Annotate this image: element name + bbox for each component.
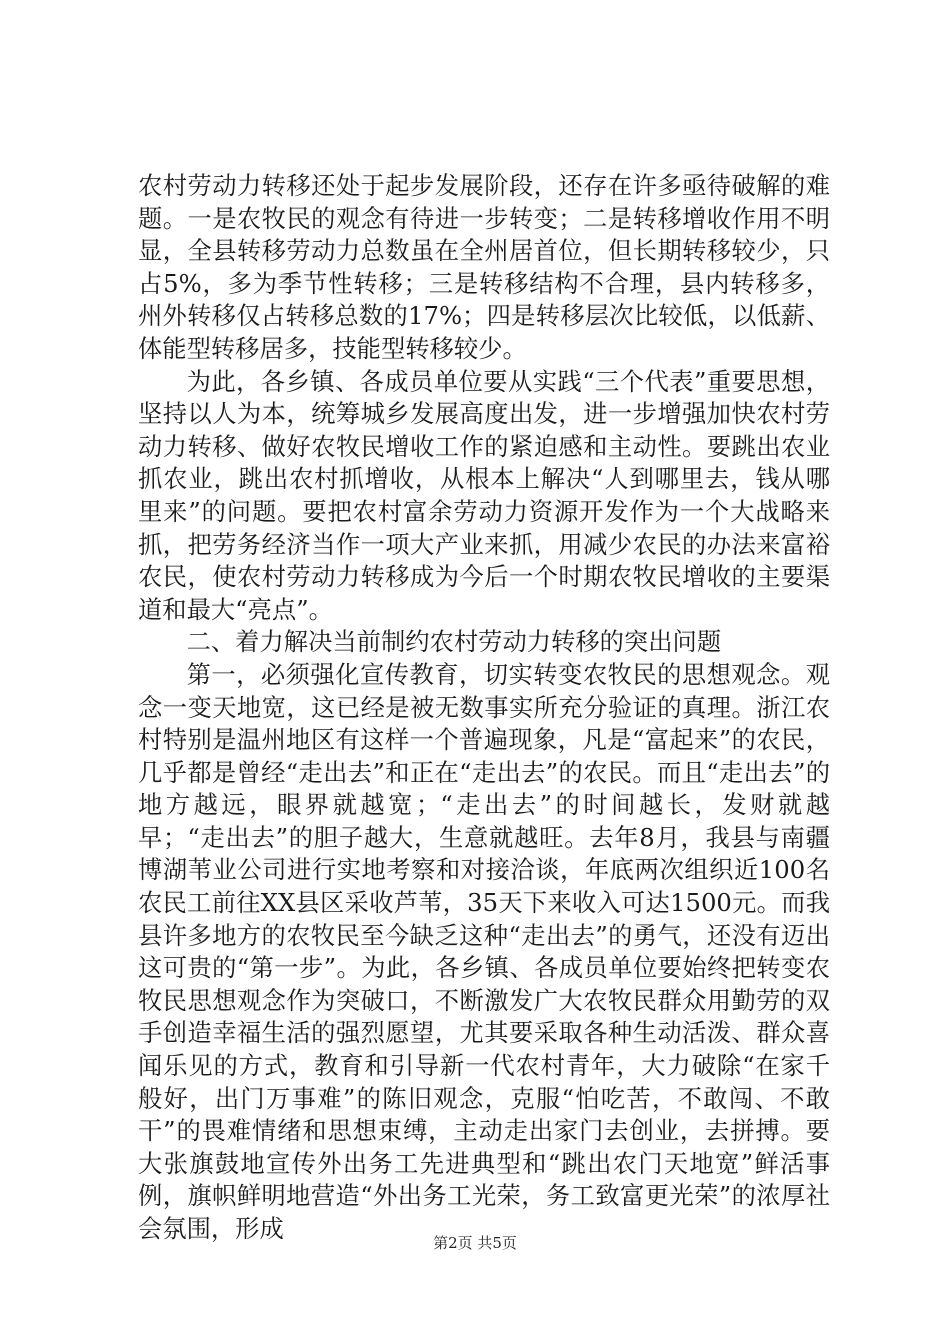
document-body — [138, 170, 830, 1246]
paragraph-first-point: 第一，必须强化宣传教育，切实转变农牧民的思想观念。观念一变天地宽，这已经是被无数事实所充分验证的真理。浙江农村特别是温州地区有这样一个普遍现象，凡是“富起来”的农民，几乎都是曾经“走出去”和正在“走出去”的农民。而且“走出去”的地方越远，眼界就越宽；“走出去”的时间越长，发财就越早；“走出去”的胆子越大，生意就越旺。去年8月，我县与南疆博湖苇业公司进行实地考察和对接洽谈，年底两次组织近100名农民工前往XX县区采收芦苇，35天下来收入可达1500元。而我县许多地方的农牧民至今缺乏这种“走出去”的勇气，还没有迈出这可贵的“第一步”。为此，各乡镇、各成员单位要始终把转变农牧民思想观念作为突破口，不断激发广大农牧民群众用勤劳的双手创造幸福生活的强烈愿望，尤其要采取各种生动活泼、群众喜闻乐见的方式，教育和引导新一代农村青年，大力破除“在家千般好，出门万事难”的陈旧观念，克服“怕吃苦，不敢闯、不敢干”的畏难情绪和思想束缚，主动走出家门去创业，去拼搏。要大张旗鼓地宣传外出务工先进典型和“跳出农门天地宽”鲜活事例，旗帜鲜明地营造“外出务工光荣，务工致富更光荣”的浓厚社会氛围，形成 — [138, 659, 830, 1243]
paragraph-strategy: 为此，各乡镇、各成员单位要从实践“三个代表”重要思想，坚持以人为本，统筹城乡发展高度出发，进一步增强加快农村劳动力转移、做好农牧民增收工作的紧迫感和主动性。要跳出农业抓农业，跳出农村抓增收，从根本上解决“人到哪里去，钱从哪里来”的问题。要把农村富余劳动力资源开发作为一个大战略来抓，把劳务经济当作一项大产业来抓，用减少农民的办法来富裕农民，使农村劳动力转移成为今后一个时期农牧民增收的主要渠道和最大“亮点”。 — [138, 366, 830, 624]
section-heading: 二、着力解决当前制约农村劳动力转移的突出问题 — [186, 627, 722, 657]
paragraph-continuation: 农村劳动力转移还处于起步发展阶段，还存在许多亟待破解的难题。一是农牧民的观念有待进一步转变；二是转移增收作用不明显，全县转移劳动力总数虽在全州居首位，但长期转移较少，只占5%，多为季节性转移；三是转移结构不合理，县内转移多，州外转移仅占转移总数的17%；四是转移层次比较低，以低薪、体能型转移居多，技能型转移较少。 — [138, 171, 830, 363]
page-number-footer: 第2页 共5页 — [433, 1234, 517, 1252]
